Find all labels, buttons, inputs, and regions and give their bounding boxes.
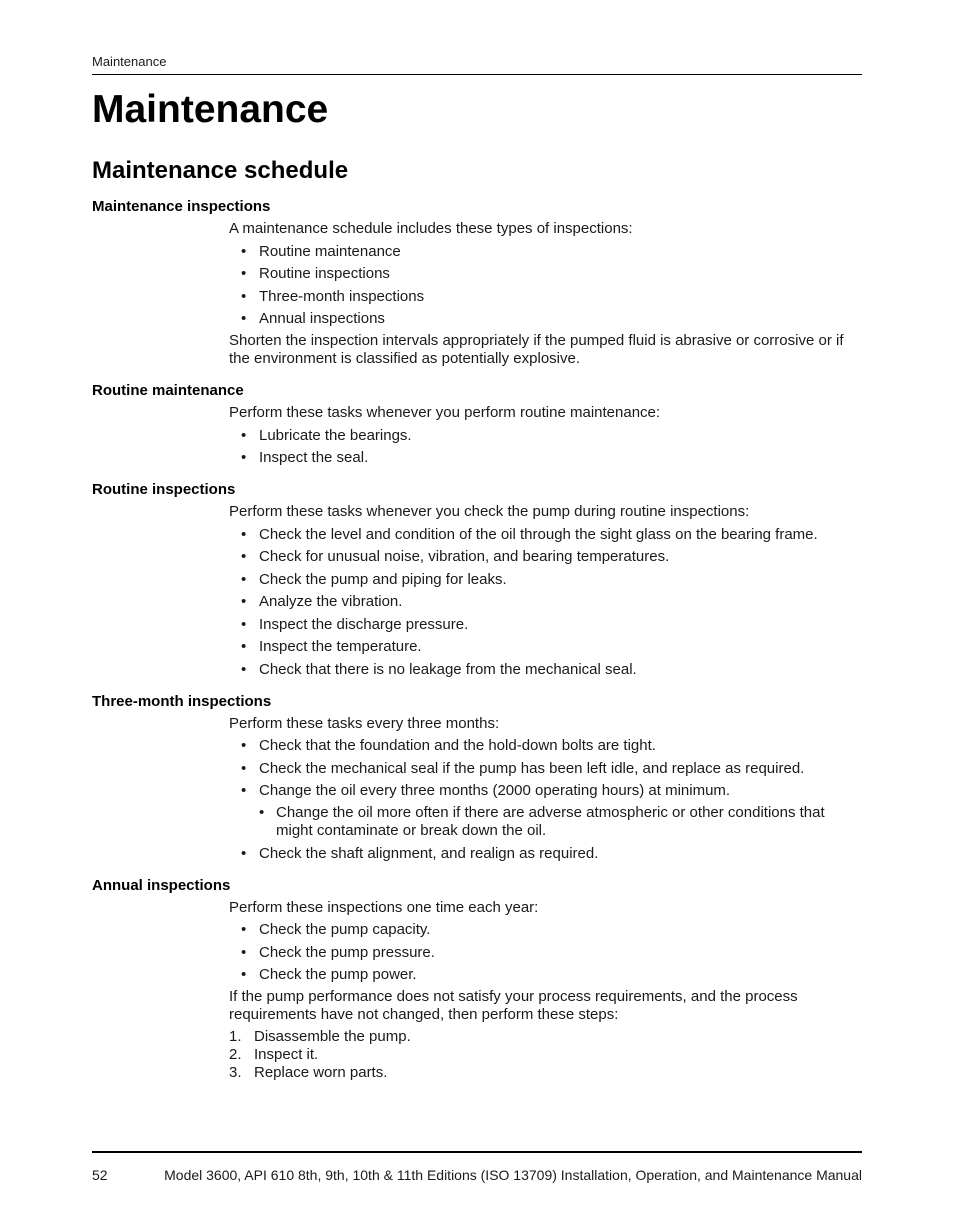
bullet-list [229,243,854,329]
numbered-steps [229,1028,854,1082]
intro-text: Perform these tasks whenever you perform routine maintenance: [229,404,661,421]
list-item: • Check for unusual noise, vibration, and bearing temperatures. [229,548,854,566]
running-header: Maintenance [92,54,862,75]
sub-bullet-list [259,804,854,840]
step-number: 2. [229,1046,242,1063]
section-title: Maintenance schedule [92,157,349,184]
list-item: • Check the pump and piping for leaks. [229,571,854,589]
step-text: Replace worn parts. [254,1064,388,1081]
subsection-body-routine-inspections [229,503,854,679]
subsection-title-three-month-inspections: Three-month inspections [92,692,272,710]
step-item [229,1046,854,1064]
page-title: Maintenance [92,88,329,131]
note-text: If the pump performance does not satisfy your process requirements, and the process requirements have not changed, then perform these steps: [229,988,798,1023]
list-item: • Check that there is no leakage from the mechanical seal. [229,661,854,679]
bullet-list [229,427,854,468]
intro-text: A maintenance schedule includes these types of inspections: [229,220,633,237]
list-item [229,782,854,840]
subsection-body-maintenance-inspections [229,220,854,368]
subsection-title-routine-inspections: Routine inspections [92,481,236,498]
step-number: 1. [229,1028,242,1045]
list-item: • Check the mechanical seal if the pump has been left idle, and replace as required. [229,760,854,778]
intro-text: Perform these tasks every three months: [229,714,500,732]
list-item-text: Change the oil every three months (2000 operating hours) at minimum. [259,782,731,799]
list-item: • Routine inspections [229,265,854,283]
intro-text: Perform these tasks whenever you check the pump during routine inspections: [229,503,750,520]
step-item [229,1064,854,1082]
list-item: • Inspect the discharge pressure. [229,616,854,634]
step-number: 3. [229,1064,242,1081]
document-body [0,196,954,1082]
subsection-body-annual-inspections [229,899,854,1083]
list-item: • Analyze the vibration. [229,593,854,611]
list-item: • Routine maintenance [229,243,854,261]
step-text: Inspect it. [254,1046,319,1063]
page-number: 52 [92,1167,108,1183]
page-footer [92,1151,862,1183]
subsection-title-routine-maintenance: Routine maintenance [92,382,244,399]
list-item: • Check the pump capacity. [229,921,854,939]
list-item: • Check that the foundation and the hold-down bolts are tight. [229,737,854,755]
step-item [229,1028,854,1046]
list-item: • Check the pump pressure. [229,944,854,962]
list-item: • Lubricate the bearings. [229,427,854,445]
list-item: • Check the shaft alignment, and realign as required. [229,845,854,863]
sub-list-item: • Change the oil more often if there are adverse atmospheric or other conditions that might contaminate or break down the oil. [259,804,854,840]
list-item: • Inspect the temperature. [229,638,854,656]
subsection-title-maintenance-inspections: Maintenance inspections [92,198,271,215]
subsection-title-annual-inspections: Annual inspections [92,876,231,894]
subsection-body-three-month-inspections [229,715,854,863]
bullet-list [229,921,854,984]
intro-text: Perform these inspections one time each year: [229,898,539,916]
manual-title: Model 3600, API 610 8th, 9th, 10th & 11th Editions (ISO 13709) Installation, Operation, and Maintenance Manual [164,1167,862,1183]
list-item: • Annual inspections [229,310,854,328]
bullet-list [229,737,854,863]
bullet-list [229,526,854,679]
list-item: • Check the level and condition of the oil through the sight glass on the bearing frame. [229,526,854,544]
list-item: • Three-month inspections [229,288,854,306]
step-text: Disassemble the pump. [254,1028,411,1045]
list-item: • Check the pump power. [229,966,854,984]
list-item: • Inspect the seal. [229,449,854,467]
subsection-body-routine-maintenance [229,404,854,467]
note-text: Shorten the inspection intervals appropriately if the pumped fluid is abrasive or corrosive or if the environment is classified as potentially explosive. [229,332,844,367]
